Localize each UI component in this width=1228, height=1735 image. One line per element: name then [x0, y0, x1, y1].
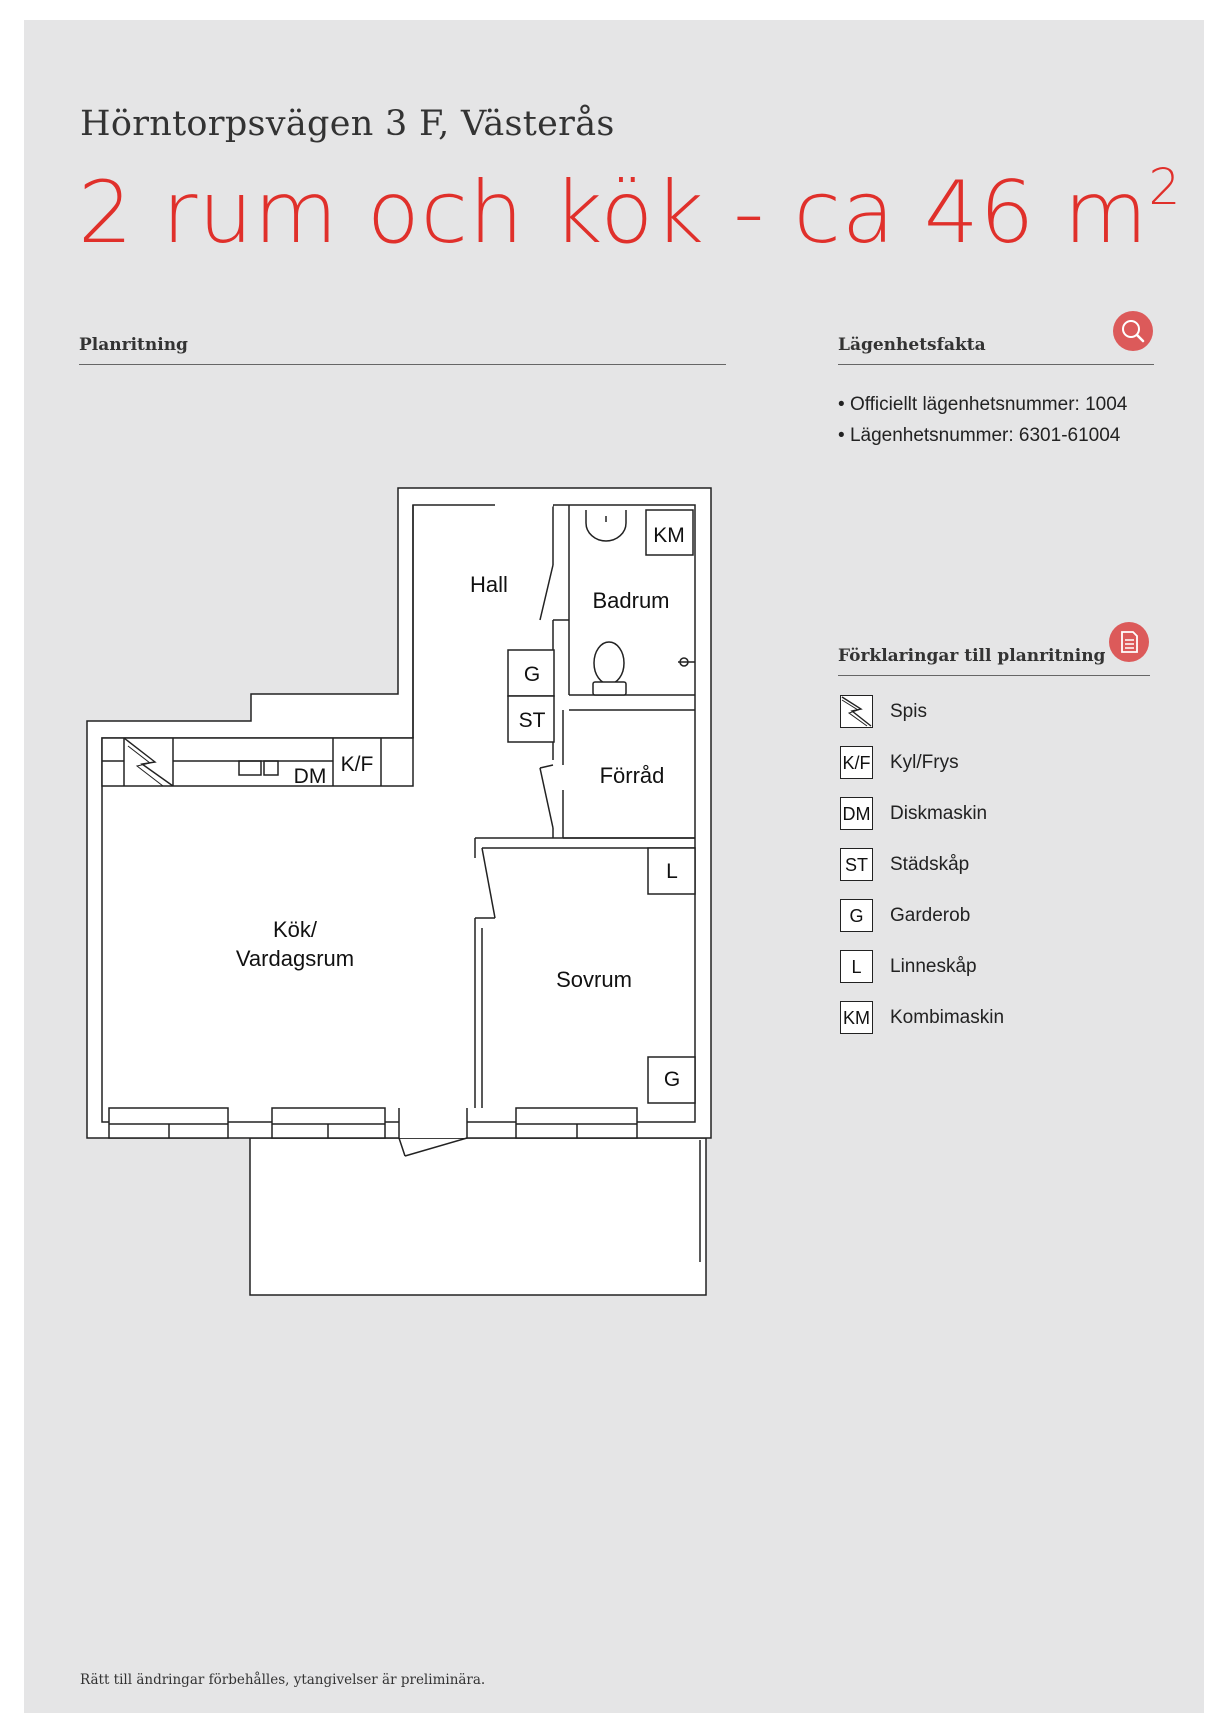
address: Hörntorpsvägen 3 F, Västerås: [80, 104, 615, 144]
room-forrad: Förråd: [599, 763, 665, 788]
g-sovrum-label: G: [663, 1068, 681, 1091]
legend-code: KM: [840, 1001, 873, 1034]
legend-code: ST: [840, 848, 873, 881]
st-label: ST: [518, 709, 546, 732]
kf-label: K/F: [340, 753, 374, 776]
legend-code: K/F: [840, 746, 873, 779]
legend-label: Linneskåp: [890, 956, 977, 977]
footer-disclaimer: Rätt till ändringar förbehålles, ytangivelser är preliminära.: [80, 1672, 486, 1688]
balcony-door-gap: [399, 1108, 467, 1138]
balcony: [250, 1138, 706, 1295]
legend-label: Diskmaskin: [890, 803, 988, 824]
dm-label: DM: [293, 765, 327, 788]
g-hall-label: G: [523, 663, 541, 686]
legend-label: Kyl/Frys: [890, 752, 959, 773]
room-kok-line2: Vardagsrum: [235, 946, 355, 971]
toilet-icon: [594, 642, 624, 684]
km-label: KM: [653, 524, 685, 547]
legend-label: Garderob: [890, 905, 971, 926]
legend-label: Kombimaskin: [890, 1007, 1005, 1028]
fact-item: • Officiellt lägenhetsnummer: 1004: [838, 389, 1127, 420]
headline-text: 2 rum och kök - ca 46 m: [78, 163, 1149, 263]
room-sovrum: Sovrum: [556, 967, 632, 992]
legend-code: L: [840, 950, 873, 983]
l-label: L: [666, 860, 678, 883]
facts-section-title: Lägenhetsfakta: [838, 335, 986, 355]
legend-code: DM: [840, 797, 873, 830]
legend-code: G: [840, 899, 873, 932]
fact-item: • Lägenhetsnummer: 6301-61004: [838, 420, 1127, 451]
room-badrum: Badrum: [592, 588, 670, 613]
plan-section-title: Planritning: [79, 335, 188, 355]
legend-label: Städskåp: [890, 854, 970, 875]
room-hall: Hall: [470, 572, 508, 597]
toilet-tank-icon: [593, 682, 626, 695]
legend-label: Spis: [890, 701, 927, 722]
basin-icon: [586, 510, 626, 541]
room-kok-line1: Kök/: [272, 917, 318, 942]
legend-section-title: Förklaringar till planritning: [838, 646, 1106, 666]
headline-superscript: 2: [1148, 158, 1182, 217]
